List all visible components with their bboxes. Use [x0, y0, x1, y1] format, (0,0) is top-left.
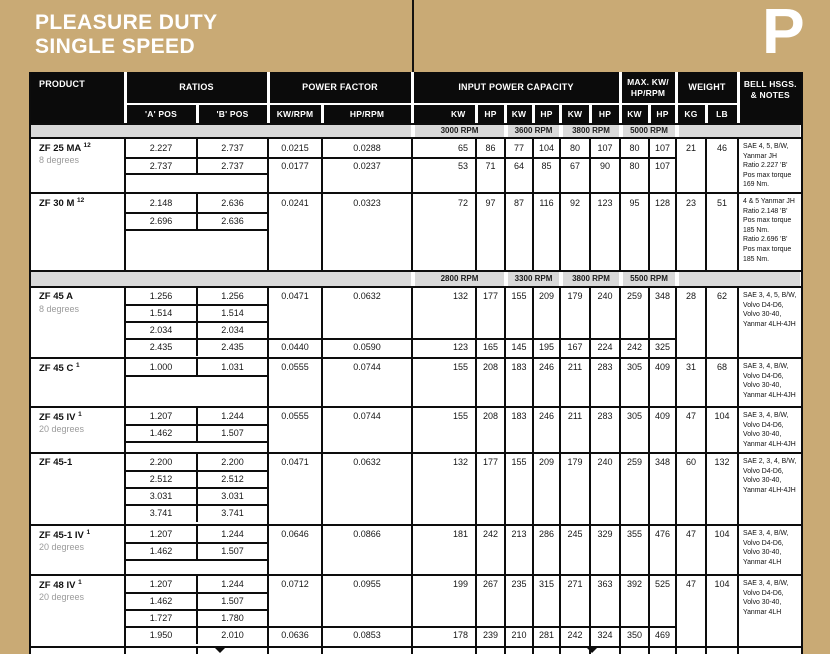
- capacity-hp-value: 97: [485, 198, 496, 208]
- weight-kg-value: 23: [685, 198, 696, 208]
- page-title-line1: PLEASURE DUTY: [35, 11, 218, 34]
- grid-line-v: [504, 648, 506, 654]
- max-hp-value: 409: [654, 362, 671, 372]
- max-kw-value: 305: [626, 362, 643, 372]
- rpm-band-spacer: [31, 272, 411, 286]
- rpm-band-row: [31, 270, 801, 286]
- header-cell-hp-3600-label: HP: [540, 109, 553, 119]
- grid-line-v: [196, 648, 198, 654]
- continued-below-icon: [214, 647, 226, 653]
- header-cell-bell-hsgs-notes: [740, 72, 802, 123]
- pf-kw-rpm-value: 0.0555: [281, 362, 309, 372]
- capacity-kw-value: 53: [457, 161, 468, 171]
- rpm-band-cell: [623, 272, 675, 286]
- capacity-hp-value: 195: [538, 342, 555, 352]
- weight-kg-value: 47: [685, 529, 696, 539]
- capacity-kw-value: 210: [511, 630, 527, 640]
- rpm-band-label: 3800 RPM: [572, 274, 610, 283]
- pf-hp-rpm-value: 0.0590: [353, 342, 381, 352]
- rpm-band-spacer: [31, 125, 411, 137]
- weight-kg-value: 31: [685, 362, 696, 372]
- max-kw-value: 95: [629, 198, 640, 208]
- header-cell-hp-3000-label: HP: [484, 109, 497, 119]
- pf-kw-rpm-value: 0.0471: [281, 291, 309, 301]
- table-header: [31, 72, 801, 123]
- rpm-band-label: 3800 RPM: [572, 126, 610, 135]
- product-footnote: 12: [77, 197, 85, 204]
- capacity-kw-value: 80: [569, 143, 580, 153]
- product-footnote: 1: [78, 579, 82, 586]
- header-cell-product: [31, 72, 124, 123]
- ratio-a-value: 2.227: [149, 143, 173, 153]
- rpm-band-cell: [415, 125, 504, 137]
- capacity-hp-value: 281: [538, 630, 555, 640]
- header-divider-line: [412, 0, 414, 72]
- pf-kw-rpm-value: 0.0241: [281, 198, 309, 208]
- capacity-hp-value: 324: [597, 630, 613, 640]
- header-cell-kw-3600: [507, 105, 532, 123]
- product-footnote: 1: [86, 529, 91, 536]
- capacity-kw-value: 65: [457, 143, 468, 153]
- header-cell-hp-rpm: [324, 105, 411, 123]
- ratio-b-value: 1.256: [221, 291, 244, 301]
- product-block-zf-45-1: [31, 452, 801, 524]
- product-block-zf-48-iv: [31, 574, 801, 646]
- notes-text: 4 & 5 Yanmar JH Ratio 2.148 'B' Pos max torque 185 Nm. Ratio 2.696 'B' Pos max torque 185 Nm.: [743, 198, 795, 263]
- rpm-band-cell: [415, 272, 504, 286]
- capacity-kw-value: 155: [511, 291, 527, 301]
- capacity-hp-value: 165: [482, 342, 499, 352]
- header-cell-ratios: [127, 72, 267, 103]
- ratio-b-value: 2.636: [221, 216, 244, 226]
- capacity-kw-value: 145: [511, 342, 527, 352]
- capacity-kw-value: 178: [452, 630, 468, 640]
- product-block-zf-45-1-iv: [31, 524, 801, 574]
- capacity-kw-value: 64: [513, 161, 524, 171]
- capacity-hp-value: 283: [597, 411, 613, 421]
- capacity-hp-value: 123: [597, 198, 613, 208]
- notes-text: SAE 2, 3, 4, B/W, Volvo D4-D6, Volvo 30-40, Yanmar 4LH-4JH: [743, 458, 797, 494]
- header-cell-hp-max: [651, 105, 675, 123]
- ratio-a-value: 1.514: [149, 308, 173, 318]
- capacity-hp-value: 246: [538, 362, 555, 372]
- ratio-b-value: 3.741: [221, 508, 244, 518]
- ratio-b-value: 1.780: [221, 613, 244, 623]
- max-kw-value: 242: [626, 342, 643, 352]
- max-kw-value: 350: [626, 630, 643, 640]
- header-cell-hp-3600: [535, 105, 559, 123]
- ratio-b-value: 1.507: [221, 546, 244, 556]
- capacity-hp-value: 240: [597, 291, 613, 301]
- capacity-hp-value: 246: [538, 411, 555, 421]
- ratio-b-value: 2.010: [221, 630, 244, 640]
- max-kw-value: 355: [626, 529, 643, 539]
- weight-kg-value: 47: [685, 411, 696, 421]
- weight-kg-value: 21: [685, 143, 696, 153]
- product-name: ZF 45-1: [39, 457, 73, 468]
- max-hp-value: 107: [654, 143, 671, 153]
- capacity-hp-value: 116: [539, 198, 554, 208]
- header-cell-hp-3000: [478, 105, 504, 123]
- ratio-a-value: 2.696: [149, 216, 173, 226]
- ratio-a-value: 1.207: [149, 529, 173, 539]
- ratio-b-value: 1.507: [221, 428, 244, 438]
- ratio-a-value: 1.462: [149, 596, 173, 606]
- capacity-hp-value: 208: [482, 362, 499, 372]
- rpm-band-cell: [623, 125, 675, 137]
- grid-line-v: [675, 648, 677, 654]
- capacity-hp-value: 208: [482, 411, 499, 421]
- capacity-kw-value: 132: [452, 457, 468, 467]
- pf-hp-rpm-value: 0.0632: [353, 457, 381, 467]
- max-kw-value: 305: [626, 411, 643, 421]
- max-hp-value: 128: [654, 198, 671, 208]
- ratio-b-value: 3.031: [221, 491, 244, 501]
- product-name: ZF 45 C $^1$: [39, 362, 80, 375]
- header-cell-a-pos-label: 'A' POS: [145, 109, 177, 119]
- product-angle: 8 degrees: [39, 304, 80, 314]
- weight-kg-value: 28: [685, 291, 696, 301]
- product-angle: 8 degrees: [39, 155, 80, 165]
- rpm-band-label: 5000 RPM: [630, 126, 668, 135]
- header-cell-kw-rpm-label: KW/RPM: [276, 109, 314, 119]
- ratio-b-value: 2.034: [221, 325, 244, 335]
- header-cell-power-factor: [270, 72, 411, 103]
- pf-kw-rpm-value: 0.0646: [281, 529, 309, 539]
- grid-line-v: [737, 648, 739, 654]
- header-cell-input-power-capacity: [414, 72, 619, 103]
- rpm-band-label: 3600 RPM: [514, 126, 553, 135]
- product-name: ZF 45-1 IV $^1$: [39, 529, 91, 542]
- header-cell-hp-3800-label: HP: [598, 109, 612, 119]
- grid-line-v: [267, 648, 269, 654]
- rpm-band-row: [31, 123, 801, 137]
- capacity-kw-value: 179: [567, 457, 583, 467]
- capacity-hp-value: 239: [482, 630, 499, 640]
- pf-hp-rpm-value: 0.0866: [353, 529, 381, 539]
- continued-below-icon: [586, 647, 598, 653]
- rpm-band-cell: [508, 272, 559, 286]
- capacity-kw-value: 211: [567, 411, 583, 421]
- weight-lb-value: 104: [714, 529, 730, 539]
- capacity-kw-value: 67: [569, 161, 580, 171]
- pf-hp-rpm-value: 0.0853: [353, 630, 381, 640]
- ratio-b-value: 2.737: [221, 143, 244, 153]
- rpm-band-label: 3000 RPM: [440, 126, 479, 135]
- product-block-zf-45-a: [31, 286, 801, 357]
- weight-kg-value: 47: [685, 579, 696, 589]
- capacity-hp-value: 85: [541, 161, 552, 171]
- product-block-zf-30-m: [31, 192, 801, 270]
- header-cell-input-power-capacity-label: INPUT POWER CAPACITY: [458, 82, 574, 92]
- weight-lb-value: 62: [716, 291, 727, 301]
- header-cell-kg-label: KG: [684, 109, 698, 119]
- section-letter: P: [762, 0, 805, 67]
- product-block-zf-45-iv: [31, 406, 801, 452]
- header-cell-a-pos: [127, 105, 196, 123]
- product-block-zf-25-ma: [31, 137, 801, 192]
- pf-hp-rpm-value: 0.0632: [353, 291, 381, 301]
- pf-kw-rpm-value: 0.0555: [281, 411, 309, 421]
- capacity-kw-value: 123: [452, 342, 468, 352]
- ratio-b-value: 2.512: [221, 474, 244, 484]
- ratio-a-value: 1.207: [149, 579, 173, 589]
- ratio-a-value: 1.950: [149, 630, 173, 640]
- capacity-kw-value: 77: [513, 143, 524, 153]
- grid-line-v: [475, 648, 477, 654]
- rpm-band-spacer: [679, 272, 800, 286]
- ratio-b-value: 2.435: [221, 342, 244, 352]
- ratio-a-value: 1.256: [149, 291, 173, 301]
- ratio-a-value: 1.727: [149, 613, 173, 623]
- capacity-hp-value: 71: [485, 161, 496, 171]
- capacity-hp-value: 363: [597, 579, 613, 589]
- capacity-hp-value: 267: [482, 579, 499, 589]
- product-footnote: 1: [75, 362, 80, 369]
- grid-line-v: [619, 648, 621, 654]
- capacity-kw-value: 271: [567, 579, 583, 589]
- notes-text: SAE 3, 4, B/W, Volvo D4-D6, Volvo 30-40, Yanmar 4LH: [743, 580, 789, 616]
- weight-lb-value: 68: [716, 362, 727, 372]
- ratio-a-value: 3.741: [149, 508, 173, 518]
- pf-kw-rpm-value: 0.0440: [281, 342, 309, 352]
- capacity-hp-value: 107: [597, 143, 613, 153]
- product-angle: 20 degrees: [39, 424, 85, 434]
- capacity-hp-value: 90: [599, 161, 610, 171]
- header-cell-lb: [708, 105, 737, 123]
- weight-lb-value: 132: [714, 457, 730, 467]
- max-kw-value: 392: [626, 579, 643, 589]
- ratio-a-value: 1.000: [149, 362, 173, 372]
- page-title-line2: SINGLE SPEED: [35, 35, 196, 58]
- rpm-band-cell: [508, 125, 559, 137]
- capacity-kw-value: 179: [567, 291, 583, 301]
- rpm-band-cell: [563, 272, 619, 286]
- max-kw-value: 259: [626, 291, 643, 301]
- ratio-b-value: 1.507: [221, 596, 244, 606]
- ratio-a-value: 2.435: [149, 342, 173, 352]
- capacity-hp-value: 286: [538, 529, 555, 539]
- ratio-b-value: 2.636: [221, 198, 244, 208]
- header-cell-ratios-label: RATIOS: [179, 82, 214, 92]
- grid-line-v: [648, 648, 650, 654]
- page-title: [35, 11, 218, 59]
- header-cell-bell-hsgs-notes-label: BELL HSGS.: [743, 79, 797, 89]
- ratio-b-value: 1.031: [221, 362, 244, 372]
- product-angle: 20 degrees: [39, 542, 85, 552]
- ratio-b-value: 1.244: [221, 579, 244, 589]
- capacity-kw-value: 235: [511, 579, 527, 589]
- capacity-kw-value: 72: [457, 198, 468, 208]
- header-cell-max-kw-hp-rpm: [622, 72, 675, 103]
- header-cell-b-pos-label: 'B' POS: [216, 109, 249, 119]
- product-footnote: 1: [78, 411, 82, 418]
- product-name: ZF 30 M $^{12}$: [39, 197, 85, 210]
- capacity-hp-value: 240: [597, 457, 613, 467]
- pf-hp-rpm-value: 0.0323: [353, 198, 381, 208]
- ratio-b-value: 1.244: [221, 529, 244, 539]
- ratio-a-value: 1.462: [149, 546, 173, 556]
- notes-text: SAE 3, 4, B/W, Volvo D4-D6, Volvo 30-40, Yanmar 4LH: [743, 530, 789, 566]
- product-block-zf-45-c: [31, 357, 801, 406]
- rpm-band-label: 3300 RPM: [514, 274, 553, 283]
- pf-hp-rpm-value: 0.0288: [353, 143, 381, 153]
- header-cell-max-kw-hp-rpm-label: HP/RPM: [630, 87, 666, 98]
- header-cell-kw-max: [622, 105, 648, 123]
- ratio-a-value: 2.034: [149, 325, 173, 335]
- pf-hp-rpm-value: 0.0237: [353, 161, 381, 171]
- weight-lb-value: 51: [716, 198, 727, 208]
- rpm-band-label: 2800 RPM: [440, 274, 479, 283]
- notes-text: SAE 3, 4, B/W, Volvo D4-D6, Volvo 30-40, Yanmar 4LH-4JH: [743, 412, 796, 448]
- capacity-hp-value: 86: [485, 143, 496, 153]
- pf-kw-rpm-value: 0.0215: [281, 143, 309, 153]
- pf-hp-rpm-value: 0.0744: [353, 411, 381, 421]
- max-hp-value: 525: [654, 579, 671, 589]
- header-cell-max-kw-hp-rpm-label: MAX. KW/: [627, 77, 669, 87]
- pf-kw-rpm-value: 0.0471: [281, 457, 309, 467]
- header-cell-bell-hsgs-notes-label: & NOTES: [750, 89, 790, 100]
- header-cell-kw-3800-label: KW: [567, 109, 583, 119]
- max-kw-value: 80: [629, 161, 640, 171]
- capacity-hp-value: 209: [538, 291, 555, 301]
- ratio-b-value: 2.737: [221, 161, 244, 171]
- max-hp-value: 325: [654, 342, 671, 352]
- ratio-a-value: 1.207: [149, 411, 173, 421]
- header-cell-kw-3000: [414, 105, 475, 123]
- capacity-kw-value: 199: [452, 579, 468, 589]
- capacity-kw-value: 155: [511, 457, 527, 467]
- capacity-kw-value: 183: [511, 411, 527, 421]
- pf-hp-rpm-value: 0.0744: [353, 362, 381, 372]
- max-kw-value: 80: [629, 143, 640, 153]
- header-cell-weight-label: WEIGHT: [688, 82, 726, 92]
- ratio-a-value: 3.031: [149, 491, 173, 501]
- capacity-hp-value: 177: [482, 457, 499, 467]
- capacity-kw-value: 245: [567, 529, 583, 539]
- header-cell-b-pos: [199, 105, 267, 123]
- spec-table: [29, 72, 803, 654]
- header-cell-power-factor-label: POWER FACTOR: [302, 82, 378, 92]
- product-name: ZF 45 A: [39, 291, 73, 302]
- capacity-kw-value: 213: [511, 529, 527, 539]
- capacity-hp-value: 329: [597, 529, 613, 539]
- rpm-band-spacer: [679, 125, 800, 137]
- notes-text: SAE 3, 4, B/W, Volvo D4-D6, Volvo 30-40, Yanmar 4LH-4JH: [743, 363, 796, 399]
- max-hp-value: 107: [654, 161, 671, 171]
- pf-hp-rpm-value: 0.0955: [353, 579, 381, 589]
- grid-line-v: [124, 648, 126, 654]
- ratio-a-value: 2.737: [149, 161, 173, 171]
- capacity-hp-value: 104: [538, 143, 555, 153]
- capacity-kw-value: 181: [452, 529, 468, 539]
- header-cell-lb-label: LB: [716, 109, 728, 119]
- header-cell-hp-max-label: HP: [656, 109, 669, 119]
- rpm-band-label: 5500 RPM: [630, 274, 668, 283]
- header-cell-kg: [678, 105, 705, 123]
- product-name: ZF 48 IV $^1$: [39, 579, 82, 592]
- header-cell-kw-3800: [562, 105, 589, 123]
- capacity-hp-value: 209: [538, 457, 555, 467]
- header-cell-kw-rpm: [270, 105, 321, 123]
- ratio-a-value: 2.200: [149, 457, 173, 467]
- max-hp-value: 469: [654, 630, 671, 640]
- weight-lb-value: 104: [714, 411, 730, 421]
- product-angle: 20 degrees: [39, 592, 85, 602]
- max-hp-value: 409: [654, 411, 671, 421]
- max-hp-value: 476: [654, 529, 671, 539]
- capacity-hp-value: 283: [597, 362, 613, 372]
- weight-lb-value: 46: [716, 143, 727, 153]
- capacity-kw-value: 87: [513, 198, 524, 208]
- capacity-kw-value: 242: [567, 630, 583, 640]
- grid-line-v: [559, 648, 561, 654]
- ratio-a-value: 2.148: [149, 198, 173, 208]
- ratio-a-value: 1.462: [149, 428, 173, 438]
- grid-line-v: [705, 648, 707, 654]
- pf-kw-rpm-value: 0.0636: [281, 630, 309, 640]
- header-cell-kw-max-label: KW: [627, 109, 642, 119]
- ratio-b-value: 1.514: [221, 308, 244, 318]
- capacity-kw-value: 211: [567, 362, 583, 372]
- max-kw-value: 259: [626, 457, 643, 467]
- product-name: ZF 45 IV $^1$: [39, 411, 82, 424]
- product-footnote: 12: [83, 142, 91, 149]
- capacity-kw-value: 167: [567, 342, 583, 352]
- capacity-hp-value: 242: [482, 529, 499, 539]
- header-cell-weight: [678, 72, 737, 103]
- header-cell-hp-rpm-label: HP/RPM: [349, 109, 385, 119]
- capacity-hp-value: 177: [482, 291, 499, 301]
- ratio-b-value: 2.200: [221, 457, 244, 467]
- capacity-hp-value: 315: [538, 579, 555, 589]
- header-cell-kw-3000-label: KW: [450, 109, 466, 119]
- capacity-kw-value: 132: [452, 291, 468, 301]
- header-cell-product-label: PRODUCT: [39, 79, 85, 89]
- capacity-kw-value: 155: [452, 362, 468, 372]
- ratio-a-value: 2.512: [149, 474, 173, 484]
- table-continuation-strip: [31, 646, 801, 654]
- product-name: ZF 25 MA $^{12}$: [39, 142, 91, 155]
- grid-line-v: [532, 648, 534, 654]
- capacity-kw-value: 155: [452, 411, 468, 421]
- grid-line-v: [321, 648, 323, 654]
- grid-line-v: [411, 648, 413, 654]
- weight-lb-value: 104: [714, 579, 730, 589]
- weight-kg-value: 60: [685, 457, 696, 467]
- notes-text: SAE 4, 5, B/W, Yanmar JH Ratio 2.227 'B' Pos max torque 169 Nm.: [743, 143, 792, 189]
- pf-kw-rpm-value: 0.0712: [281, 579, 309, 589]
- header-cell-kw-3600-label: KW: [511, 109, 527, 119]
- max-hp-value: 348: [654, 291, 671, 301]
- notes-text: SAE 3, 4, 5, B/W, Volvo D4-D6, Volvo 30-40, Yanmar 4LH-4JH: [743, 292, 797, 328]
- capacity-hp-value: 224: [597, 342, 613, 352]
- max-hp-value: 348: [654, 457, 671, 467]
- capacity-kw-value: 183: [511, 362, 527, 372]
- pf-kw-rpm-value: 0.0177: [281, 161, 309, 171]
- rpm-band-cell: [563, 125, 619, 137]
- header-cell-hp-3800: [592, 105, 619, 123]
- capacity-kw-value: 92: [569, 198, 580, 208]
- ratio-b-value: 1.244: [221, 411, 244, 421]
